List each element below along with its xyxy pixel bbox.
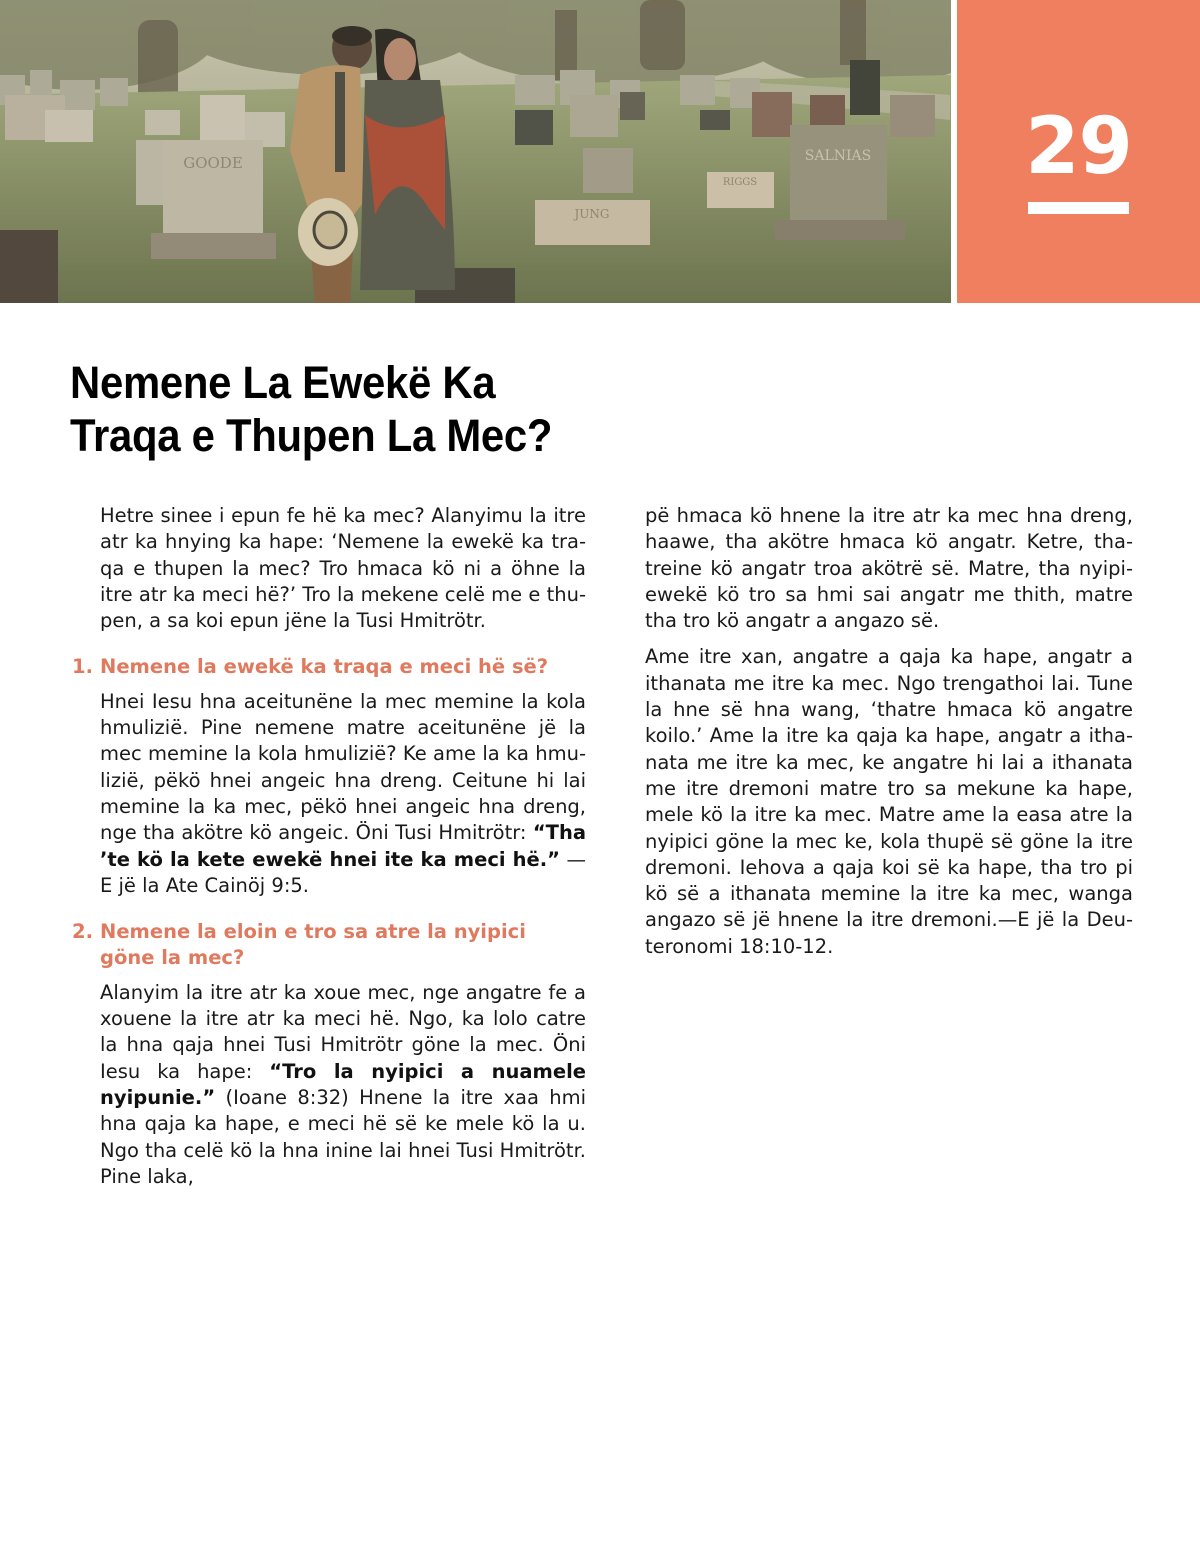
paragraph-text: Alanyim la itre atr ka xoue mec, nge angatre fe a xouene la itre atr ka meci hë. Ngo, ka lolo catre la hna qaja hnei Tusi Hmitrötr göne la mec. Öni Iesu ka hape: (100, 980, 586, 1083)
lesson-number-underline (1028, 202, 1129, 214)
question-text: Nemene la eloin e tro sa atre la nyipici göne la mec? (100, 920, 526, 970)
paragraph-text-continued: (Ioane 8:32) Hnene la itre xaa hmi hna qaja ka hape, e meci hë së ke mele kö la u. Ngo tha celë kö la hna inine lai hnei Tusi Hmitrötr. Pine laka, (100, 1085, 586, 1188)
lesson-number-box (957, 0, 1200, 303)
title-line-1: Nemene La Ewekë Ka (70, 357, 496, 408)
question-heading-1 (72, 654, 586, 680)
section-1-paragraph (100, 689, 586, 899)
cemetery-illustration (0, 0, 951, 303)
left-column (72, 503, 587, 1200)
headstone-label: JUNG (574, 207, 610, 221)
title-line-2: Traqa e Thupen La Mec? (70, 410, 553, 461)
headstone-label: SALNIAS (804, 148, 872, 164)
question-number: 1. (72, 655, 93, 679)
scripture-quote: “Tro la nyipici a nuamele nyipunie.” (100, 1059, 587, 1109)
question-number: 2. (72, 920, 93, 944)
headstone-label: RIGGS (722, 177, 758, 188)
lesson-number: 29 (1025, 102, 1132, 192)
section-2-paragraph-1-end: pë hmaca kö hnene la itre atr ka mec hna dreng, haawe, tha akötre hmaca kö angatr. Ketre, thatreine kö angatr troa akötrë së. Matre, tha nyipiewekë kö tro sa hmi sai angatr me thith, matre tha tro kö angatr a angazo së. (645, 504, 1133, 633)
paragraph-text: Hnei Iesu hna aceitunëne la mec memine la kola hmulizië. Pine nemene matre aceitunëne jë la mec memine la kola hmulizië? Ke ame la ka hmulizië, pëkö hnei angeic hna dreng. Ceitune hi lai memine la ka mec, pëkö hnei angeic hna dreng, nge tha akötre kö angeic. Öni Tusi Hmitrötr: (100, 689, 586, 845)
section-2-paragraph-2: Ame itre xan, angatre a qaja ka hape, angatr a ithanata me itre ka mec. Ngo trengathoi lai. Tune la hne së hna wang, ‘thatre hmaca kö angatre koilo.’ Ame la itre ka qaja ka hape, angatr a ithanata me itre ka mec, ke angatre hi lai a ithanata me itre dremoni matre tro sa mekune ka hape, mele kö la itre ka mec. Matre ame la easa atre la nyipici göne la mec ke, kola thupë së göne la itre dremoni. Iehova a qaja koi së ka hape, tha tro pi kö së a ithanata memine la itre ka mec, wanga angazo së jë hnene la itre dremoni.—E jë la Deuteronomi 18:10-12. (645, 645, 1133, 958)
intro-paragraph: Hetre sinee i epun fe hë ka mec? Alanyimu la itre atr ka hnying ka hape: ‘Nemene la ewekë ka traqa e thupen la mec? Tro hmaca kö ni a öhne la itre atr ka meci hë?’ Tro la mekene celë me e thupen, a sa koi epun jëne la Tusi Hmitrötr. (100, 504, 586, 633)
right-column (645, 503, 1133, 970)
question-text: Nemene la ewekë ka traqa e meci hë së? (100, 655, 549, 679)
headstone-label: GOODE (183, 154, 243, 172)
section-2-paragraph-1-start (100, 980, 586, 1190)
header-photo (0, 0, 951, 303)
scripture-quote: “Tha ’te kö la kete ewekë hnei ite ka meci hë.” (100, 821, 586, 871)
scripture-reference[interactable]: —E jë la Ate Cainöj 9:5. (100, 847, 586, 897)
lesson-title (70, 356, 665, 462)
question-heading-2 (72, 919, 586, 972)
